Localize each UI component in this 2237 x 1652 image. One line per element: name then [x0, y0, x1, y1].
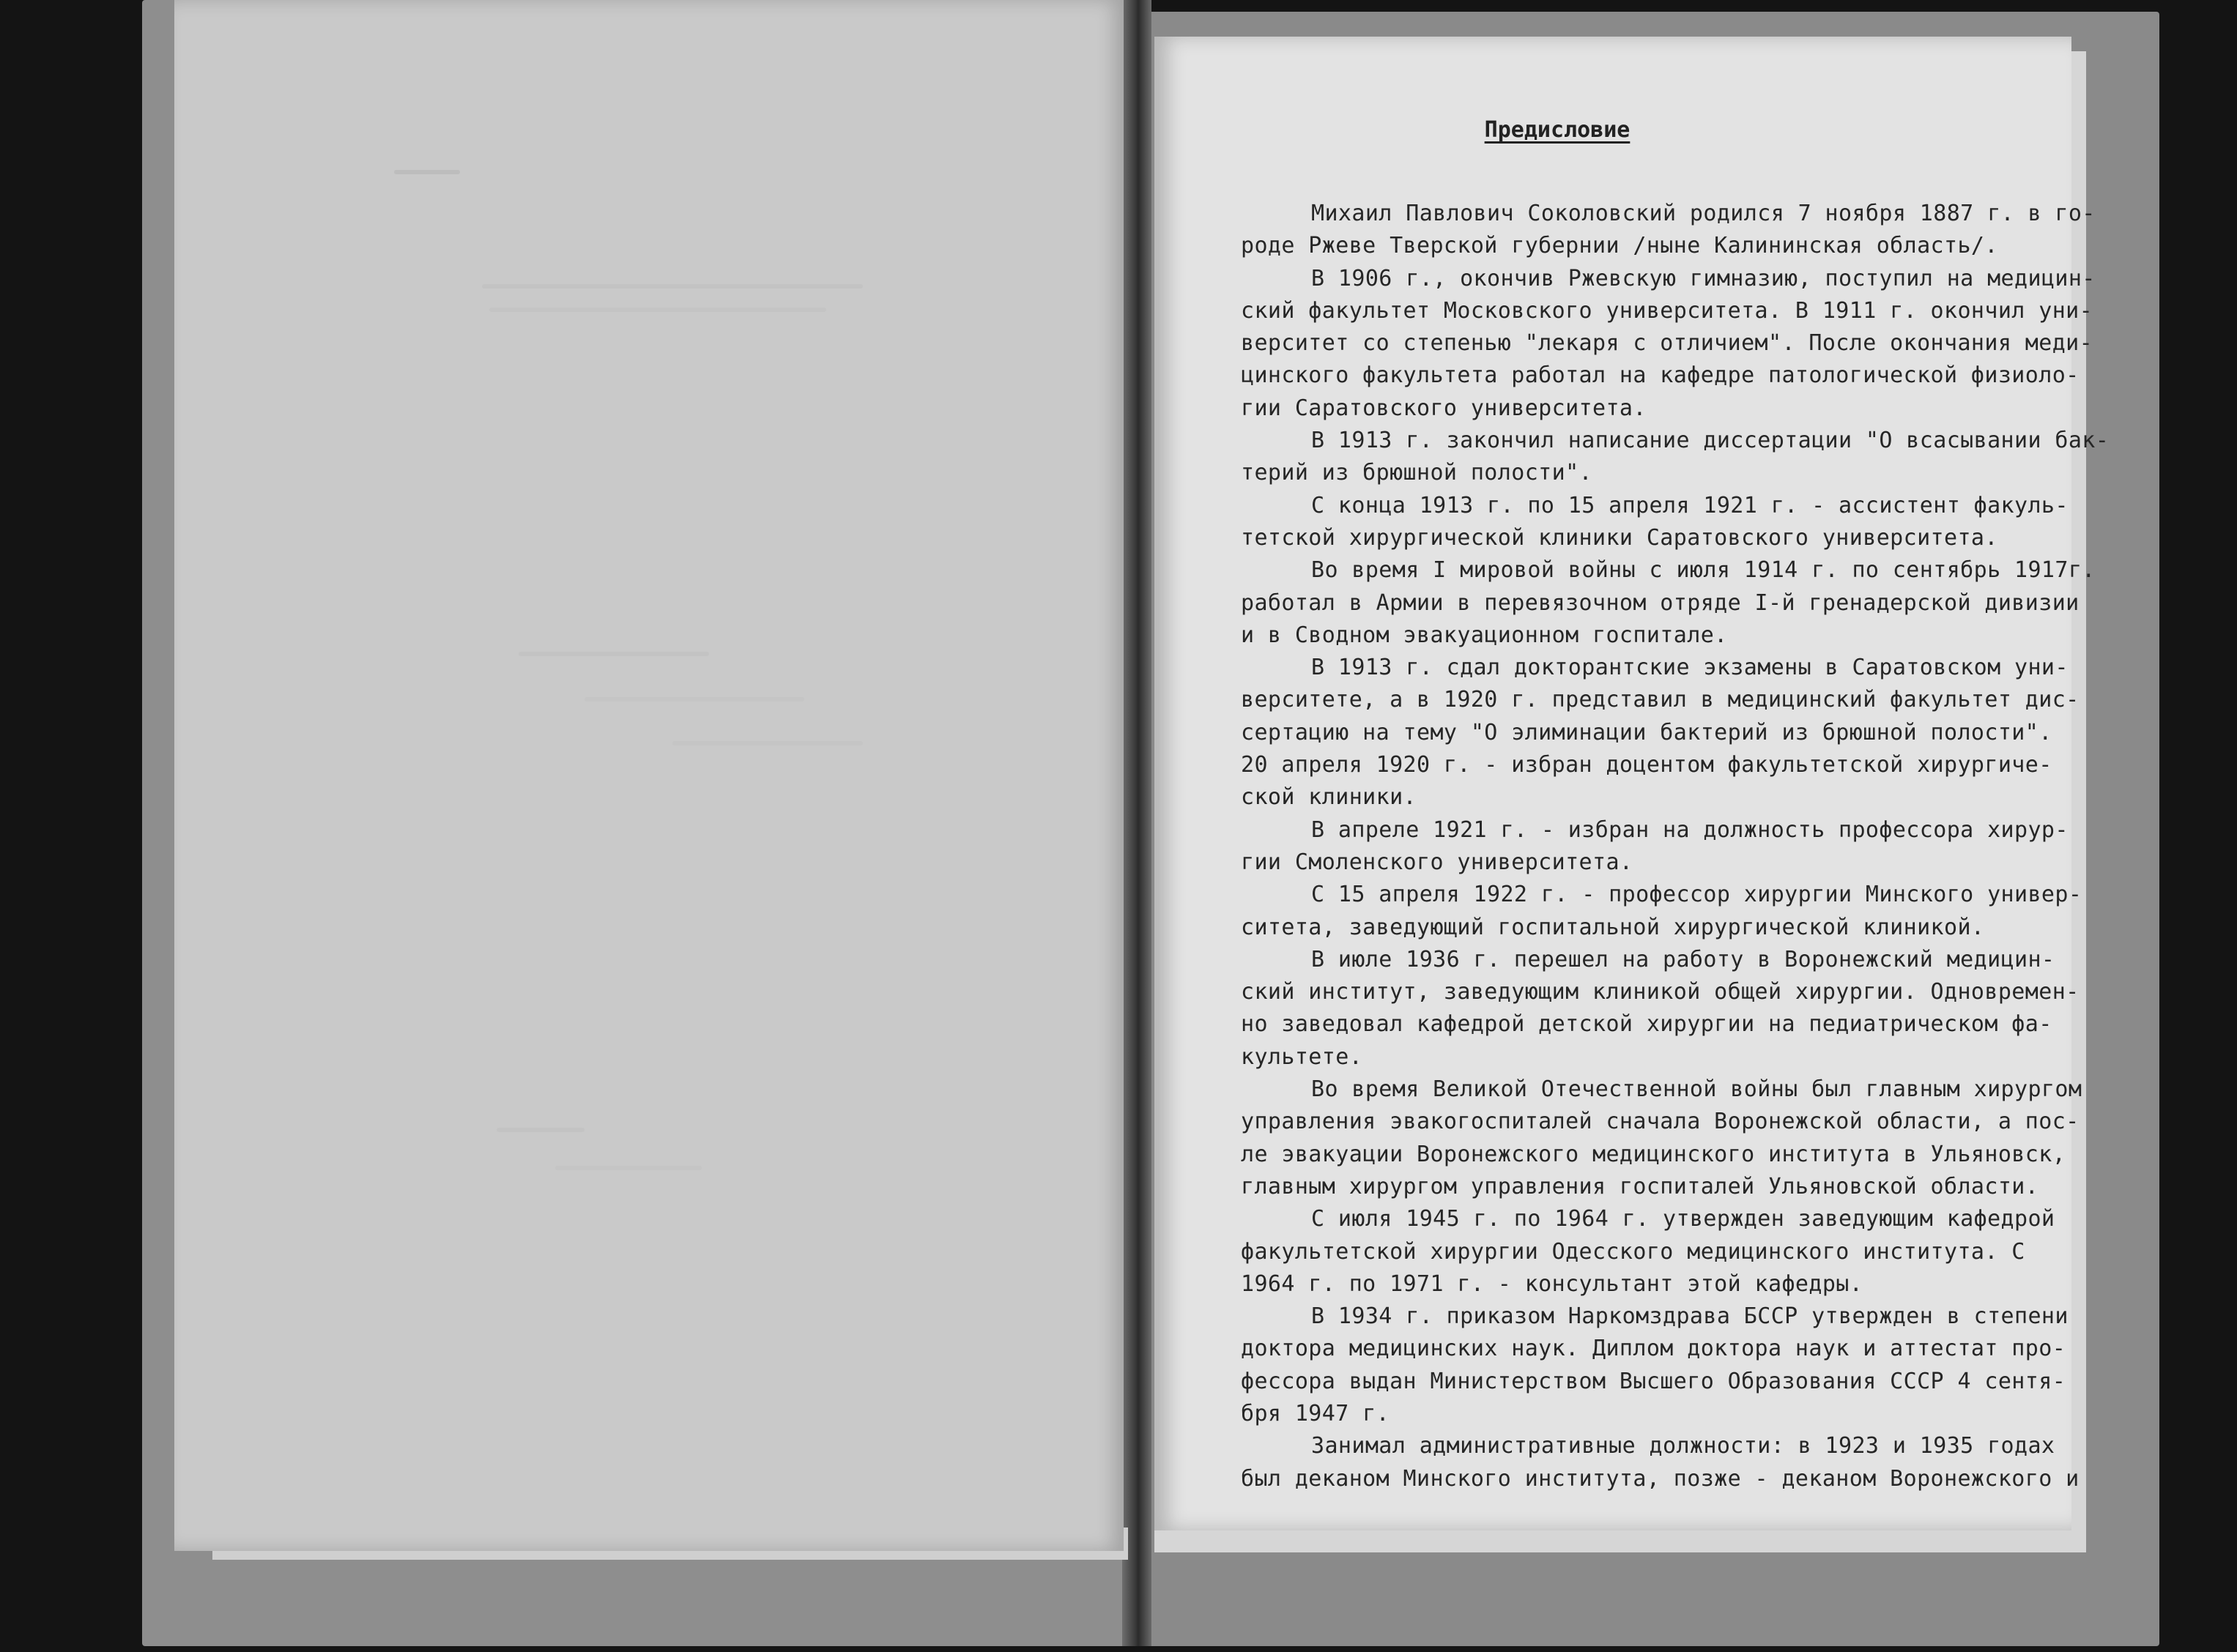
text-line: тетской хирургической клиники Саратовского университета.: [1241, 524, 1998, 551]
text-line: Во время Великой Отечественной войны был главным хирургом: [1311, 1076, 2082, 1103]
show-through-mark: [555, 1166, 702, 1170]
text-line: работал в Армии в перевязочном отряде I-й гренадерской дивизии: [1241, 589, 2080, 616]
text-line: 20 апреля 1920 г. - избран доцентом факультетской хирургиче-: [1241, 752, 2052, 778]
text-line: В апреле 1921 г. - избран на должность профессора хирур-: [1311, 816, 2069, 843]
text-line: гии Смоленского университета.: [1241, 849, 1633, 875]
show-through-mark: [672, 741, 863, 745]
page-title: Предисловие: [1484, 117, 1631, 143]
text-line: сертацию на тему "О элиминации бактерий из брюшной полости".: [1241, 719, 2052, 745]
text-line: был деканом Минского института, позже - деканом Воронежского и: [1241, 1465, 2080, 1492]
text-line: В 1906 г., окончив Ржевскую гимназию, поступил на медицин-: [1311, 265, 2096, 291]
text-line: ской клиники.: [1241, 784, 1417, 811]
show-through-mark: [585, 697, 804, 702]
show-through-mark: [497, 1128, 585, 1132]
text-line: бря 1947 г.: [1241, 1400, 1390, 1426]
left-page-blank: [174, 0, 1124, 1551]
text-line: ситета, заведующий госпитальной хирургической клиникой.: [1241, 914, 1985, 940]
text-line: цинского факультета работал на кафедре патологической физиоло-: [1241, 362, 2080, 389]
text-line: В 1934 г. приказом Наркомздрава БССР утвержден в степени: [1311, 1303, 2069, 1330]
show-through-mark: [489, 308, 826, 312]
text-line: В 1913 г. закончил написание диссертации "О всасывании бак-: [1311, 428, 2110, 454]
text-line: главным хирургом управления госпиталей Ульяновской области.: [1241, 1173, 2039, 1199]
text-line: но заведовал кафедрой детской хирургии на педиатрическом фа-: [1241, 1011, 2052, 1038]
body-text: [1241, 198, 2110, 1495]
text-line: Михаил Павлович Соколовский родился 7 ноября 1887 г. в го-: [1311, 201, 2096, 226]
show-through-mark: [482, 284, 863, 289]
text-line: гии Саратовского университета.: [1241, 395, 1647, 421]
text-line: управления эвакогоспиталей сначала Воронежской области, а пос-: [1241, 1109, 2080, 1135]
text-line: фессора выдан Министерством Высшего Образования СССР 4 сентя-: [1241, 1368, 2066, 1394]
text-line: Занимал административные должности: в 1923 и 1935 годах: [1311, 1433, 2055, 1459]
text-line: ский факультет Московского университета. В 1911 г. окончил уни-: [1241, 297, 2093, 324]
text-line: доктора медицинских наук. Диплом доктора наук и аттестат про-: [1241, 1336, 2066, 1362]
show-through-mark: [519, 652, 709, 656]
text-line: Во время I мировой войны с июля 1914 г. по сентябрь 1917г.: [1311, 557, 2096, 584]
text-line: верситете, а в 1920 г. представил в медицинский факультет дис-: [1241, 687, 2080, 713]
text-line: 1964 г. по 1971 г. - консультант этой кафедры.: [1241, 1270, 1863, 1297]
text-line: культете.: [1241, 1043, 1363, 1070]
text-line: верситет со степенью "лекаря с отличием". После окончания меди-: [1241, 330, 2093, 357]
text-line: и в Сводном эвакуационном госпитале.: [1241, 622, 1728, 648]
text-line: В июле 1936 г. перешел на работу в Воронежский медицин-: [1311, 946, 2055, 972]
text-line: ский институт, заведующим клиникой общей хирургии. Одновремен-: [1241, 979, 2080, 1005]
text-line: С 15 апреля 1922 г. - профессор хирургии Минского универ-: [1311, 882, 2082, 908]
text-line: С июля 1945 г. по 1964 г. утвержден заведующим кафедрой: [1311, 1206, 2055, 1232]
book-spine: [1122, 0, 1151, 1646]
text-line: В 1913 г. сдал докторантские экзамены в Саратовском уни-: [1311, 655, 2069, 681]
show-through-mark: [394, 170, 460, 174]
text-line: терий из брюшной полости".: [1241, 460, 1592, 486]
text-line: роде Ржеве Тверской губернии /ныне Калининская область/.: [1241, 233, 1998, 259]
text-line: С конца 1913 г. по 15 апреля 1921 г. - ассистент факуль-: [1311, 492, 2069, 518]
text-line: факультетской хирургии Одесского медицинского института. С: [1241, 1238, 2025, 1265]
text-line: ле эвакуации Воронежского медицинского института в Ульяновск,: [1241, 1141, 2066, 1167]
